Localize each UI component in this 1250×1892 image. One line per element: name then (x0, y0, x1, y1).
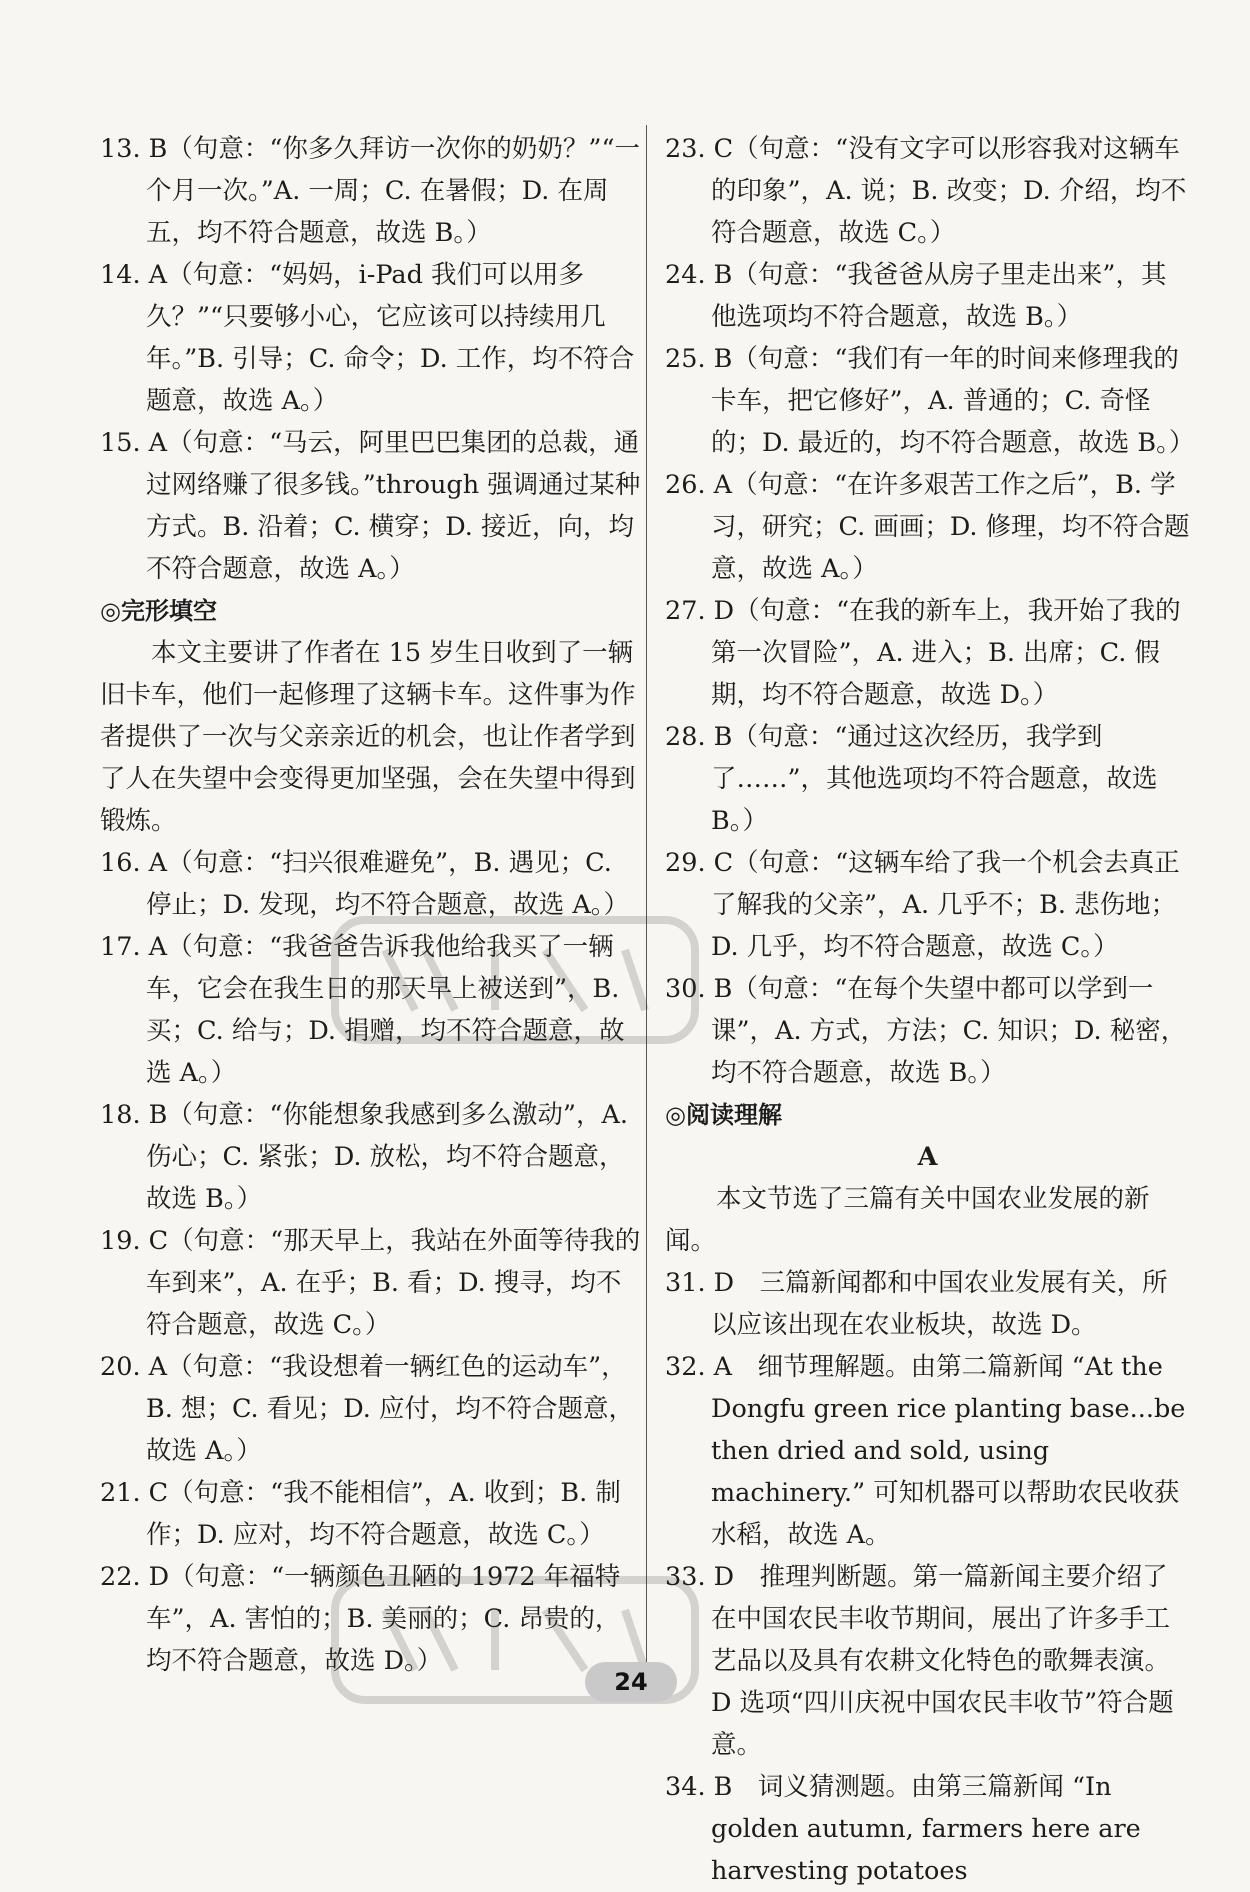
section-heading: ◎完形填空 (100, 597, 217, 625)
answer-item: 31. D 三篇新闻都和中国农业发展有关，所以应该出现在农业板块，故选 D。 (665, 1268, 1168, 1340)
answer-item: 19. C（句意：“那天早上，我站在外面等待我的车到来”，A. 在乎；B. 看；D. 搜寻，均不符合题意，故选 C。） (100, 1226, 641, 1340)
answer-item: 23. C（句意：“没有文字可以形容我对这辆车的印象”，A. 说；B. 改变；D. 介绍，均不符合题意，故选 C。） (665, 134, 1187, 248)
summary-paragraph: 本文节选了三篇有关中国农业发展的新闻。 (665, 1184, 1150, 1256)
right-column (665, 128, 1195, 1892)
column-divider (646, 125, 647, 1665)
answer-item: 28. B（句意：“通过这次经历，我学到了……”，其他选项均不符合题意，故选 B。） (665, 722, 1158, 836)
summary-paragraph: 本文主要讲了作者在 15 岁生日收到了一辆旧卡车，他们一起修理了这辆卡车。这件事为作者提供了一次与父亲亲近的机会，也让作者学到了人在失望中会变得更加坚强，会在失望中得到锻炼。 (100, 638, 636, 836)
answer-item: 27. D（句意：“在我的新车上，我开始了我的第一次冒险”，A. 进入；B. 出席；C. 假期，均不符合题意，故选 D。） (665, 596, 1181, 710)
answer-item: 16. A（句意：“扫兴很难避免”，B. 遇见；C. 停止；D. 发现，均不符合题意，故选 A。） (100, 848, 630, 920)
answer-item: 34. B 词义猜测题。由第三篇新闻 “In golden autumn, farmers here are harvesting potatoes (665, 1772, 1141, 1886)
answer-item: 14. A（句意：“妈妈，i-Pad 我们可以用多久？”“只要够小心，它应该可以持续用几年。”B. 引导；C. 命令；D. 工作，均不符合题意，故选 A。） (100, 260, 635, 416)
answer-item: 33. D 推理判断题。第一篇新闻主要介绍了在中国农民丰收节期间，展出了许多手工艺品以及具有农耕文化特色的歌舞表演。D 选项“四川庆祝中国农民丰收节”符合题意。 (665, 1562, 1174, 1760)
answer-item: 21. C（句意：“我不能相信”，A. 收到；B. 制作；D. 应对，均不符合题意，故选 C。） (100, 1478, 621, 1550)
answer-item: 30. B（句意：“在每个失望中都可以学到一课”，A. 方式，方法；C. 知识；D. 秘密，均不符合题意，故选 B。） (665, 974, 1187, 1088)
left-column (100, 128, 645, 1682)
answer-item: 18. B（句意：“你能想象我感到多么激动”，A. 伤心；C. 紧张；D. 放松，均不符合题意，故选 B。） (100, 1100, 628, 1214)
answer-item: 17. A（句意：“我爸爸告诉我他给我买了一辆车，它会在我生日的那天早上被送到”，B. 买；C. 给与；D. 捐赠，均不符合题意，故选 A。） (100, 932, 625, 1088)
section-heading: ◎阅读理解 (665, 1101, 782, 1129)
answer-item: 29. C（句意：“这辆车给了我一个机会去真正了解我的父亲”，A. 几乎不；B. 悲伤地；D. 几乎，均不符合题意，故选 C。） (665, 848, 1180, 962)
answer-item: 26. A（句意：“在许多艰苦工作之后”，B. 学习，研究；C. 画画；D. 修理，均不符合题意，故选 A。） (665, 470, 1190, 584)
answer-item: 32. A 细节理解题。由第二篇新闻 “At the Dongfu green rice planting base...be then dried and sold, using machinery.” 可知机器可以帮助农民收获水稻，故选 A。 (665, 1352, 1186, 1550)
page-number-badge: 24 (585, 1662, 677, 1702)
answer-item: 25. B（句意：“我们有一年的时间来修理我的卡车，把它修好”，A. 普通的；C. 奇怪的；D. 最近的，均不符合题意，故选 B。） (665, 344, 1195, 458)
answer-item: 13. B（句意：“你多久拜访一次你的奶奶？”“一个月一次。”A. 一周；C. 在暑假；D. 在周五，均不符合题意，故选 B。） (100, 134, 641, 248)
answer-item: 22. D（句意：“一辆颜色丑陋的 1972 年福特车”，A. 害怕的；B. 美丽的；C. 昂贵的，均不符合题意，故选 D。） (100, 1562, 621, 1676)
answer-item: 20. A（句意：“我设想着一辆红色的运动车”，B. 想；C. 看见；D. 应付，均不符合题意，故选 A。） (100, 1352, 635, 1466)
answer-item: 24. B（句意：“我爸爸从房子里走出来”，其他选项均不符合题意，故选 B。） (665, 260, 1167, 332)
answer-item: 15. A（句意：“马云，阿里巴巴集团的总裁，通过网络赚了很多钱。”through 强调通过某种方式。B. 沿着；C. 横穿；D. 接近，向，均不符合题意，故选 A。） (100, 428, 641, 584)
passage-label: A (917, 1142, 938, 1172)
